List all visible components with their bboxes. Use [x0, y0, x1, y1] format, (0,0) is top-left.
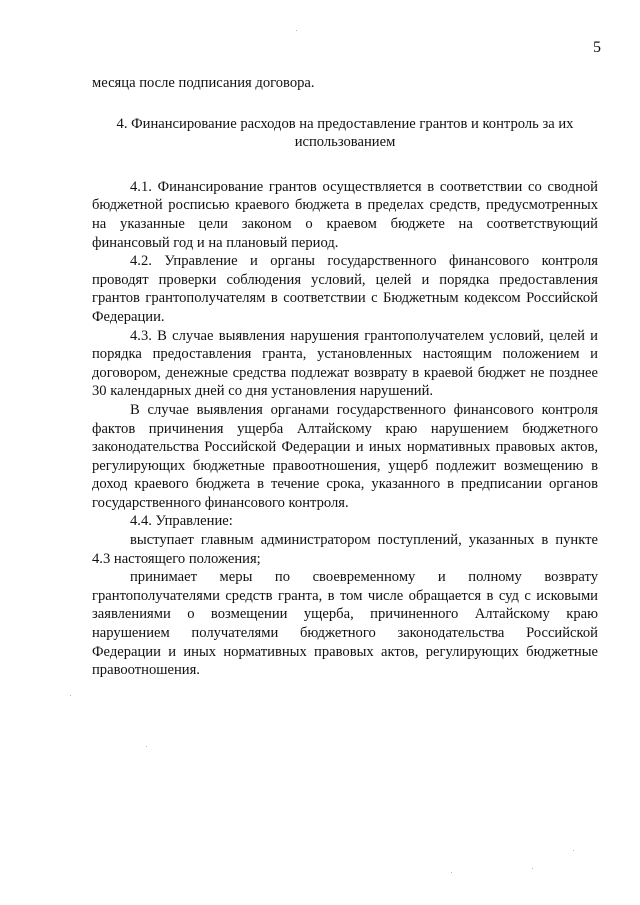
paragraph-4-4: 4.4. Управление: [130, 513, 233, 530]
page-number: 5 [593, 39, 601, 56]
scan-speck [70, 695, 71, 696]
paragraph-4-2: 4.2. Управление и органы государственного финансового контроля проводят проверки соблюдения условий, целей и порядка предоставления грантов грантополучателям в соответствии с Бюджетным кодексом Российской Федерации. [92, 253, 598, 325]
paragraph-administrator: выступает главным администратором поступлений, указанных в пункте 4.3 настоящего положения; [92, 532, 598, 567]
paragraph-refund-measures: принимает меры по своевременному и полному возврату грантополучателями средств гранта, в том числе обращается в суд с исковыми заявлениями о возмещении ущерба, причиненного Алтайскому краю нарушением получателями бюджетного законодательства Российской Федерации и иных нормативных правовых актов, регулирующих бюджетные правоотношения. [92, 569, 598, 679]
paragraph-damage: В случае выявления органами государственного финансового контроля фактов причинения ущерба Алтайскому краю нарушением бюджетного законодательства Российской Федерации и иных нормативных правовых актов, регулирующих бюджетные правоотношения, ущерб подлежит возмещению в доход краевого бюджета в течение срока, указанного в предписании органов государственного финансового контроля. [92, 401, 598, 511]
document-body [92, 74, 598, 680]
paragraph-4-3: 4.3. В случае выявления нарушения грантополучателем условий, целей и порядка предоставления гранта, установленных настоящим положением и договором, денежные средства подлежат возврату в краевой бюджет не позднее 30 календарных дней со дня установления нарушений. [92, 327, 598, 400]
scan-speck [296, 30, 297, 31]
paragraph-4-1: 4.1. Финансирование грантов осуществляется в соответствии со сводной бюджетной росписью краевого бюджета в пределах средств, предусмотренных на указанные цели законом о краевом бюджете на соответствующий финансовый год и на плановый период. [92, 178, 598, 251]
section-heading: 4. Финансирование расходов на предоставление грантов и контроль за их использованием [116, 115, 574, 151]
scan-speck [451, 872, 452, 873]
scan-speck [532, 868, 533, 869]
intro-text: месяца после подписания договора. [92, 75, 315, 91]
scan-speck [573, 850, 574, 851]
scan-speck [146, 746, 147, 747]
